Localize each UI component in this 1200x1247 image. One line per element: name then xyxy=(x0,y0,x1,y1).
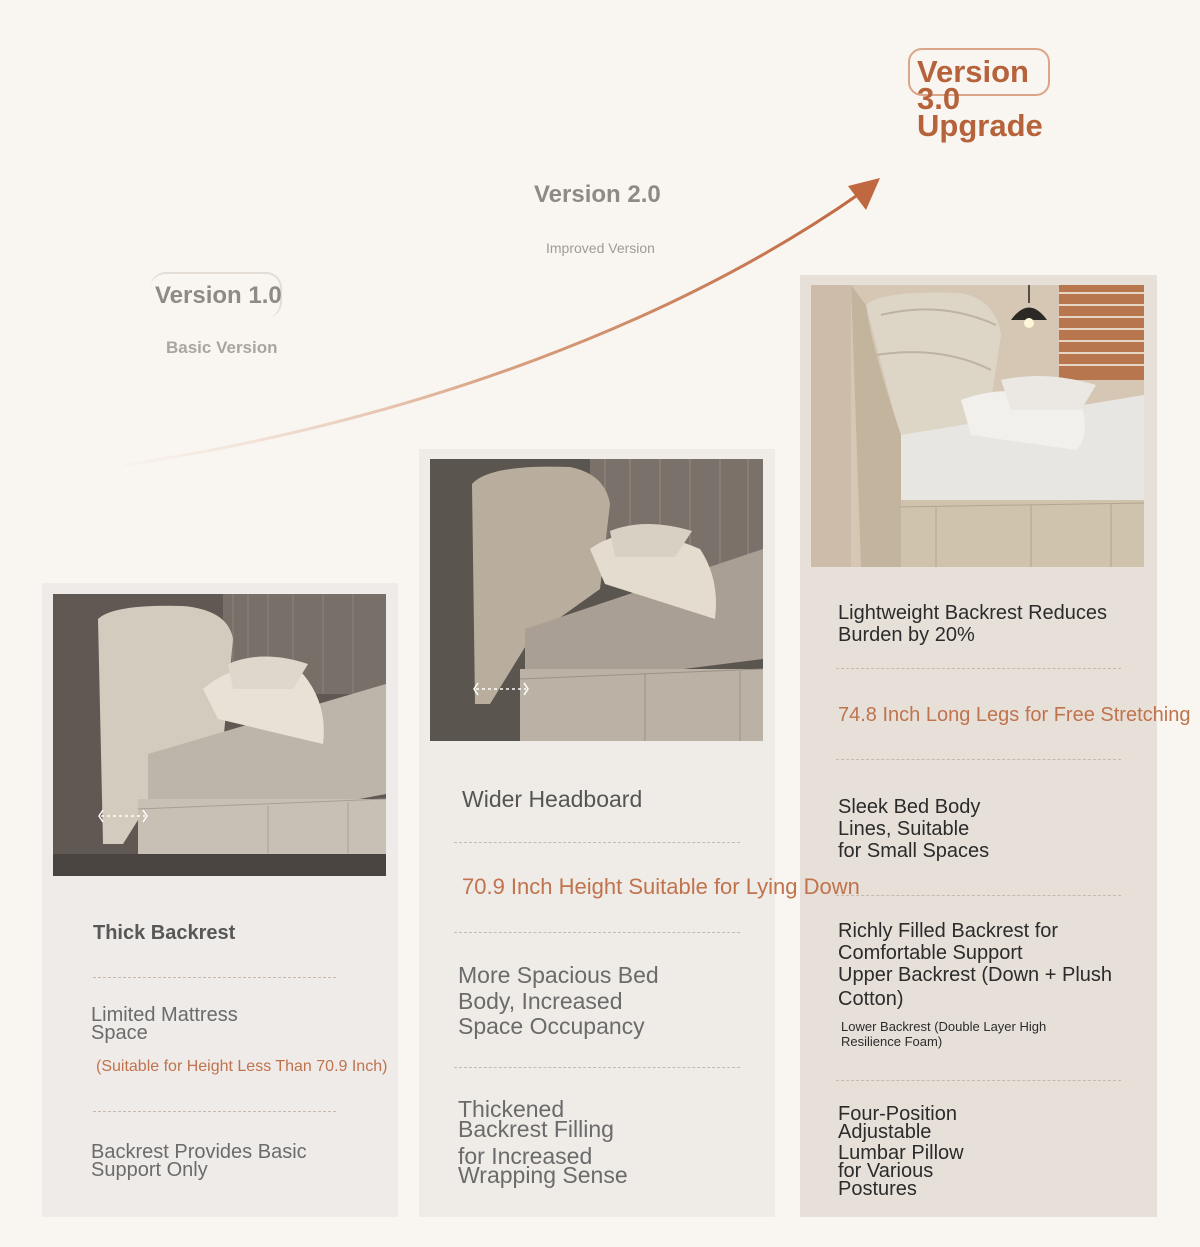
card3-feature-1-line-2: Burden by 20% xyxy=(838,624,975,646)
card3-feature-2: 74.8 Inch Long Legs for Free Stretching xyxy=(838,704,1191,726)
version-3-line-2: 3.0 xyxy=(917,81,961,116)
card3-divider-1 xyxy=(836,668,1121,669)
card2-feature-3-line-1: More Spacious Bed xyxy=(458,962,659,988)
card3-divider-2 xyxy=(836,759,1121,760)
bed-photo-version-2 xyxy=(430,459,763,741)
card3-feature-5-line-5: Postures xyxy=(838,1178,917,1200)
card2-feature-4-line-4: Wrapping Sense xyxy=(458,1162,628,1188)
card3-feature-5-line-1: Four-Position xyxy=(838,1103,957,1125)
card3-divider-4 xyxy=(836,1080,1121,1081)
version-1-subtitle: Basic Version xyxy=(166,338,278,357)
version-3-line-1: Version xyxy=(917,54,1029,89)
card3-feature-4-note-line-2: Resilience Foam) xyxy=(841,1034,943,1049)
card3-feature-3-line-3: for Small Spaces xyxy=(838,840,990,862)
card3-feature-3-line-1: Sleek Bed Body xyxy=(838,796,981,818)
card1-feature-3-line-1: Backrest Provides Basic xyxy=(91,1141,307,1163)
card3-feature-4-line-1: Richly Filled Backrest for xyxy=(838,920,1059,942)
card2-divider-2 xyxy=(454,932,740,933)
card2-feature-4-line-3: for Increased xyxy=(458,1143,593,1169)
card3-feature-1-line-1: Lightweight Backrest Reduces xyxy=(838,602,1108,624)
card1-feature-2-line-2: Space xyxy=(91,1022,148,1044)
card2-divider-1 xyxy=(454,842,740,843)
version-2-subtitle: Improved Version xyxy=(546,240,655,256)
card1-feature-2-line-1: Limited Mattress xyxy=(91,1004,238,1026)
card3-feature-4-note-line-1: Lower Backrest (Double Layer High xyxy=(841,1019,1047,1034)
version-2-title: Version 2.0 xyxy=(534,181,661,208)
version-1-title: Version 1.0 xyxy=(155,282,282,309)
card3-feature-5-line-2: Adjustable xyxy=(838,1121,932,1143)
version-1-title-box xyxy=(150,272,282,318)
card3-feature-4-line-2: Comfortable Support xyxy=(838,942,1023,964)
card1-feature-2-note: (Suitable for Height Less Than 70.9 Inch) xyxy=(96,1058,388,1075)
card2-feature-1: Wider Headboard xyxy=(462,786,643,812)
card3-feature-5-line-4: for Various xyxy=(838,1160,934,1182)
card2-feature-4-line-1: Thickened xyxy=(458,1096,565,1122)
card3-feature-5-line-3: Lumbar Pillow xyxy=(838,1142,964,1164)
card2-feature-3-line-2: Body, Increased xyxy=(458,988,623,1014)
card3-feature-4-line-3: Upper Backrest (Down + Plush xyxy=(838,964,1113,986)
card3-feature-4-line-4: Cotton) xyxy=(838,988,904,1010)
bed-photo-version-1 xyxy=(53,594,386,876)
card3-feature-3-line-2: Lines, Suitable xyxy=(838,818,970,840)
card2-feature-3-line-3: Space Occupancy xyxy=(458,1013,645,1039)
version-3-title xyxy=(917,54,1057,143)
card2-feature-4-line-2: Backrest Filling xyxy=(458,1116,614,1142)
card2-divider-3 xyxy=(454,1067,740,1068)
card1-feature-3-line-2: Support Only xyxy=(91,1159,208,1181)
card3-divider-3 xyxy=(836,895,1121,896)
card1-divider-2 xyxy=(93,1111,336,1112)
version-3-line-3: Upgrade xyxy=(917,108,1043,143)
card1-divider-1 xyxy=(93,977,336,978)
card2-feature-2: 70.9 Inch Height Suitable for Lying Down xyxy=(462,874,860,899)
card1-feature-1: Thick Backrest xyxy=(93,922,236,944)
bed-photo-version-3 xyxy=(811,285,1144,567)
